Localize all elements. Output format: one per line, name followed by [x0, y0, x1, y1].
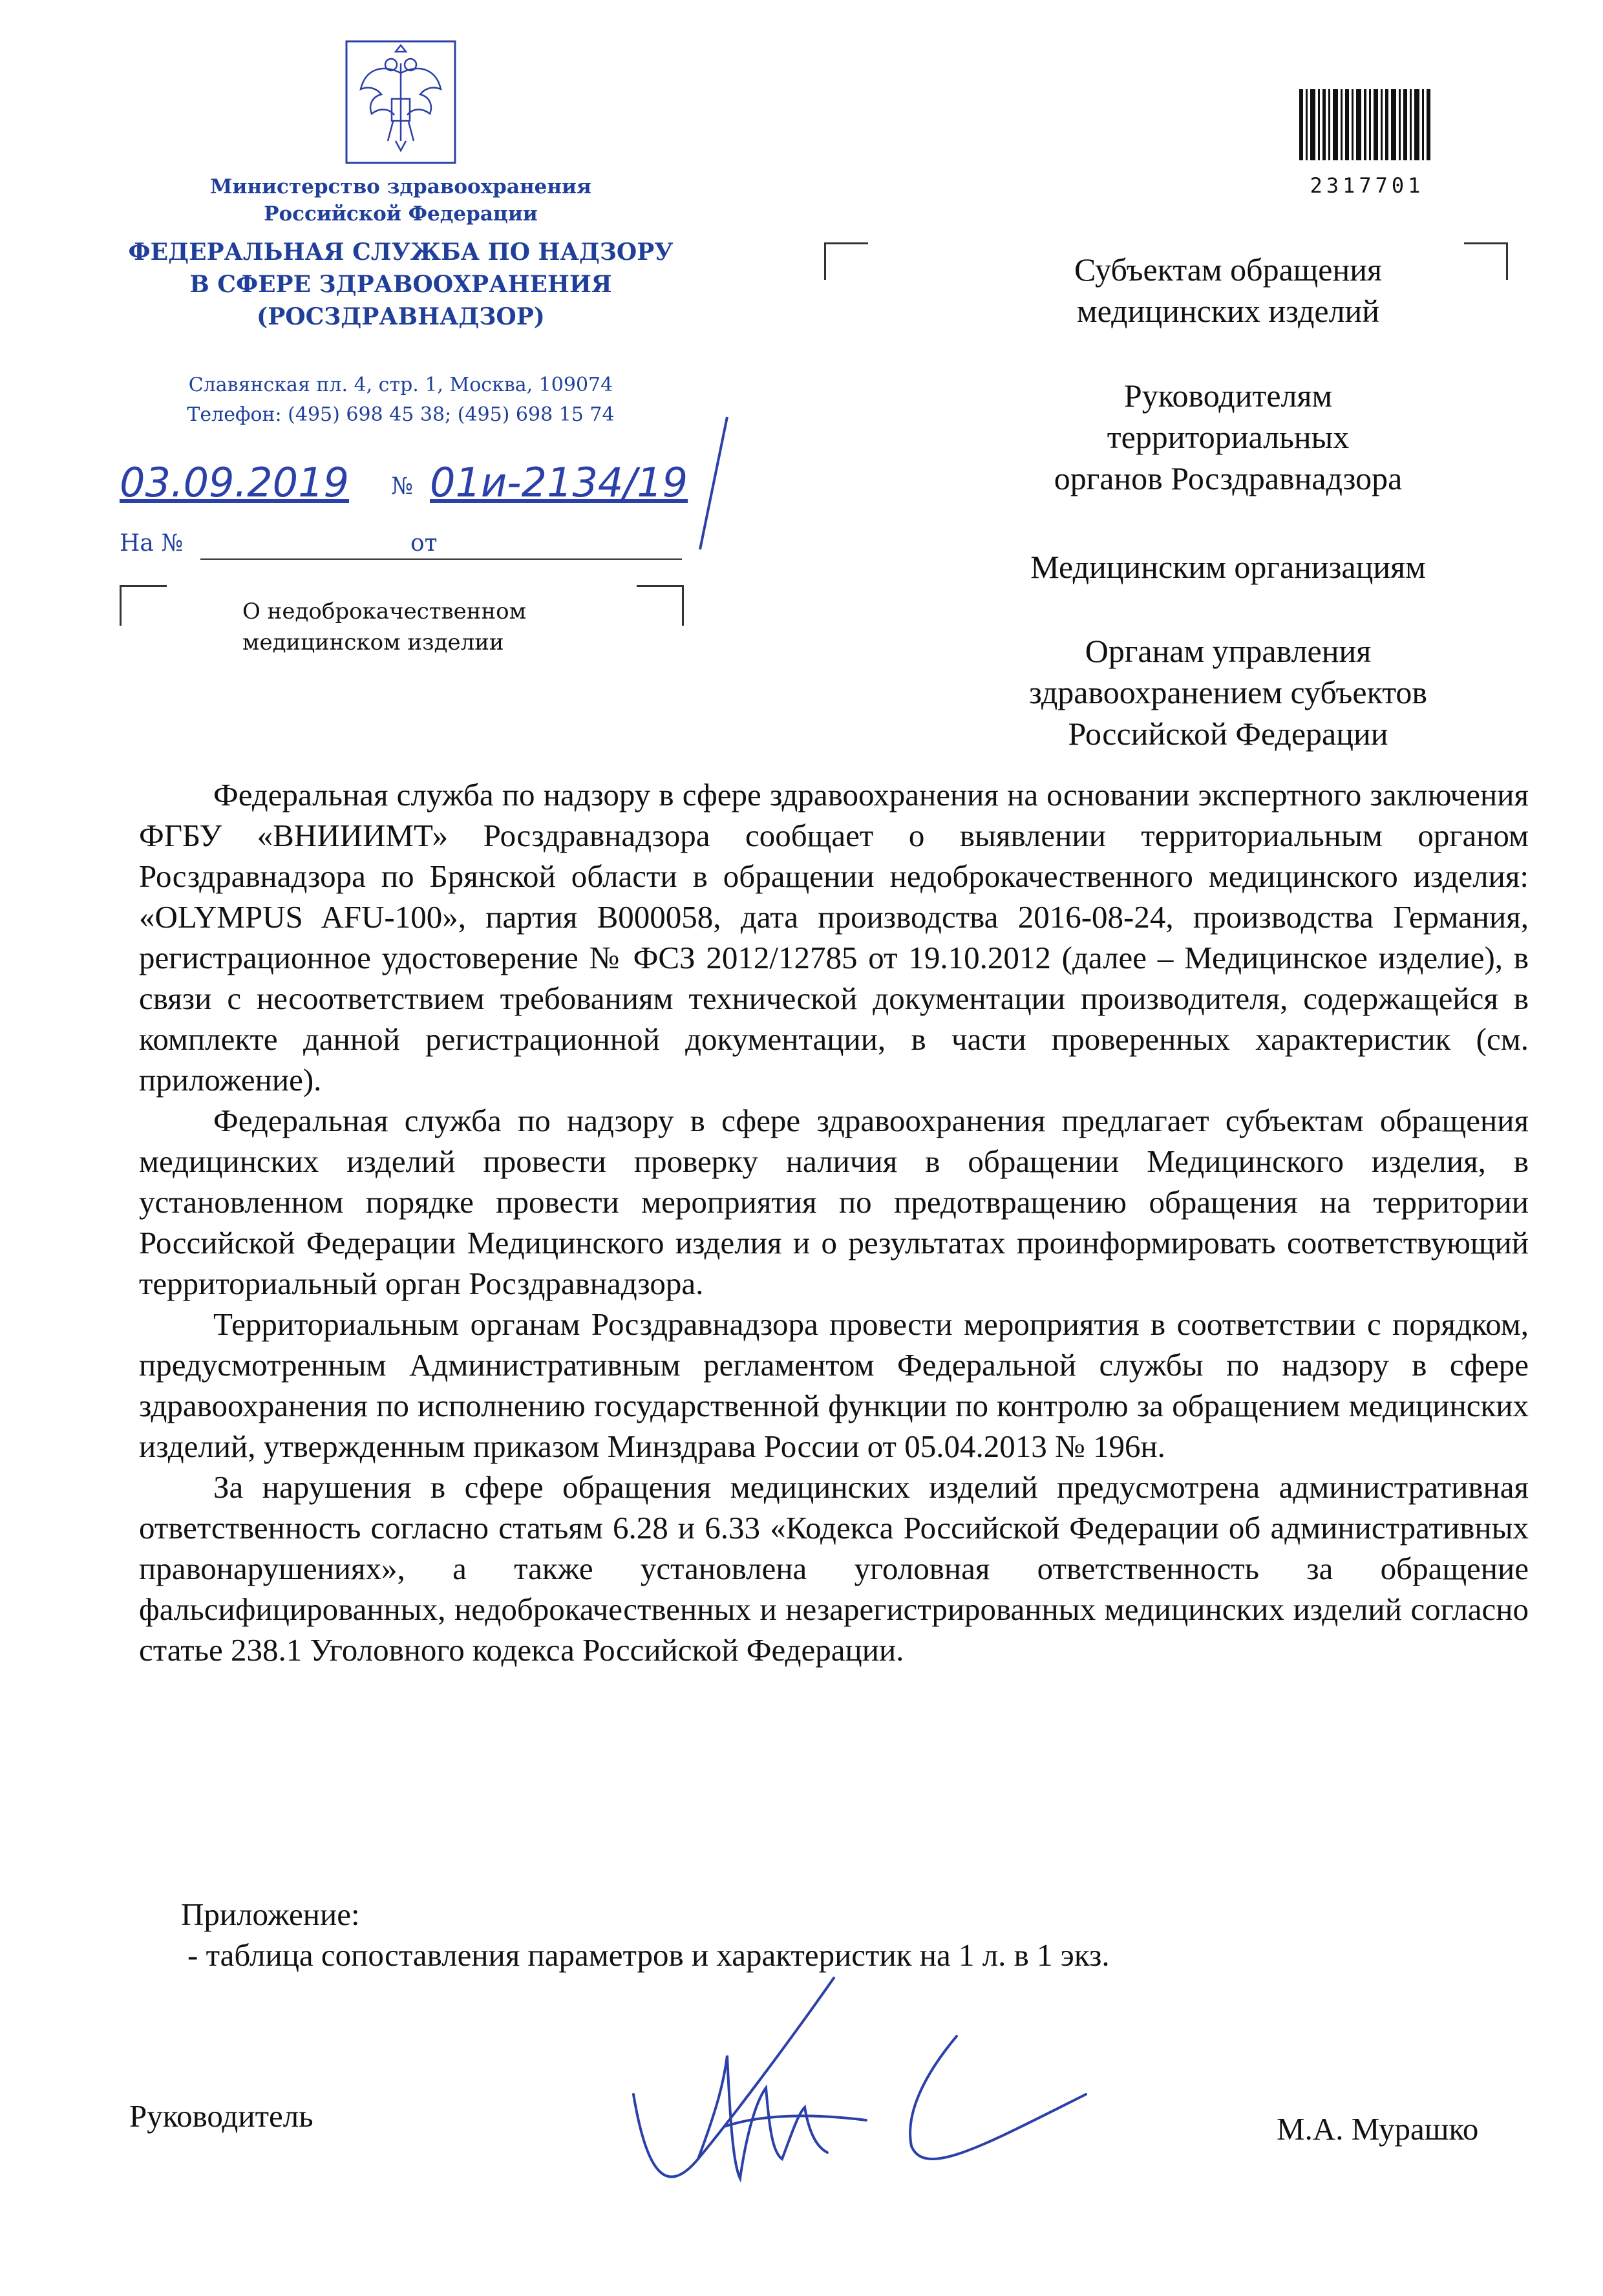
service-line-2: В СФЕРЕ ЗДРАВООХРАНЕНИЯ — [189, 271, 612, 298]
barcode-block — [1231, 78, 1503, 207]
signatory-position: Руководитель — [129, 2098, 313, 2134]
body-paragraph-1: Федеральная служба по надзору в сфере здравоохранения на основании экспертного заключения ФГБУ «ВНИИИМТ» Росздравнадзора сообщает о выявлении территориальным органом Росздравнадзора по Брянской области в обращении недоброкачественного медицинского изделия: «OLYMPUS AFU-100», партия B000058, дата производства 2016-08-24, производства Германия, регистрационное удостоверение № ФСЗ 2012/12785 от 19.10.2012 (далее – Медицинское изделие), в связи с несоответствием требованиям технической документации производителя, содержащейся в комплекте данной регистрационной документации, в части проверенных характеристик (см. приложение). — [139, 777, 1529, 1098]
subject-corner-left — [120, 585, 167, 626]
service-name — [78, 236, 724, 333]
service-address — [78, 370, 724, 430]
signatory-name: М.А. Мурашко — [1277, 2111, 1479, 2147]
attachment — [181, 1894, 1538, 1975]
registration-number-sign: № — [391, 473, 414, 500]
recipient-3-line-1: Медицинским организациям — [1030, 549, 1426, 585]
subject-line-2: медицинском изделии — [242, 630, 504, 655]
attachment-item: - таблица сопоставления параметров и характеристик на 1 л. в 1 экз. — [187, 1937, 1110, 1973]
ministry-line-2: Российской Федерации — [264, 202, 538, 226]
recipient-4-line-2: здравоохранением субъектов — [1028, 674, 1428, 710]
recipient-1-line-1: Субъектам обращения — [1074, 251, 1382, 288]
letter-body — [139, 774, 1529, 1670]
russian-coat-of-arms-icon — [343, 37, 459, 167]
reference-date-blank — [452, 558, 682, 560]
address-line: Славянская пл. 4, стр. 1, Москва, 109074 — [188, 374, 613, 396]
barcode-icon — [1231, 78, 1503, 175]
body-paragraph-2: Федеральная служба по надзору в сфере здравоохранения предлагает субъектам обращения медицинских изделий провести проверку наличия в обращении Медицинского изделия, в установленном порядке провести мероприятия по предотвращению обращения на территории Российской Федерации Медицинского изделия и о результатах проинформировать соответствующий территориальный орган Росздравнадзора. — [139, 1103, 1529, 1301]
recipient-2-line-3: органов Росздравнадзора — [1054, 460, 1403, 496]
service-line-1: ФЕДЕРАЛЬНАЯ СЛУЖБА ПО НАДЗОРУ — [128, 239, 674, 266]
recipients-block-1 — [931, 249, 1525, 332]
reference-from-label: от — [410, 530, 438, 557]
body-paragraph-4: За нарушения в сфере обращения медицинских изделий предусмотрена административная ответственность согласно статьям 6.28 и 6.33 «Кодекса Российской Федерации об административных правонарушениях», а также установлена уголовная ответственность за обращение фальсифицированных, недоброкачественных и незарегистрированных медицинских изделий согласно статье 238.1 Уголовного кодекса Российской Федерации. — [139, 1469, 1529, 1668]
ministry-name — [78, 173, 724, 228]
barcode-number: 2317701 — [1310, 173, 1425, 198]
recipient-2-line-2: территориальных — [1107, 419, 1350, 455]
handwritten-signature-icon — [621, 1965, 1105, 2224]
recipient-2-line-1: Руководителям — [1123, 377, 1333, 414]
body-paragraph-3: Территориальным органам Росздравнадзора провести мероприятия в соответствии с порядком, предусмотренным Административным регламентом Федеральной службы по надзору в сфере здравоохранения по исполнению государственной функции по контролю за обращением медицинских изделий, утвержденным приказом Минздрава России от 05.04.2013 № 196н. — [139, 1306, 1529, 1464]
registration-number: 01и-2134/19 — [430, 459, 688, 506]
reference-label: На № — [120, 530, 184, 557]
reference-line — [120, 530, 701, 562]
service-line-3: (РОСЗДРАВНАДЗОР) — [257, 303, 545, 330]
coat-of-arms-emblem — [343, 37, 459, 167]
ministry-line-1: Министерство здравоохранения — [210, 175, 591, 198]
subject — [242, 596, 604, 658]
recipient-1-line-2: медицинских изделий — [1076, 293, 1380, 329]
phone-line: Телефон: (495) 698 45 38; (495) 698 15 74 — [187, 403, 615, 426]
recipient-4-line-1: Органам управления — [1085, 633, 1372, 669]
registration-date: 03.09.2019 — [120, 459, 349, 506]
recipients-block-3 — [931, 546, 1525, 588]
recipient-4-line-3: Российской Федерации — [1068, 716, 1388, 752]
recipients-block-2 — [931, 375, 1525, 499]
attachment-title: Приложение: — [181, 1897, 360, 1932]
subject-line-1: О недоброкачественном — [242, 599, 527, 624]
recipient-corner-left — [824, 242, 868, 280]
recipients-block-4 — [931, 630, 1525, 754]
subject-corner-right — [637, 585, 684, 626]
